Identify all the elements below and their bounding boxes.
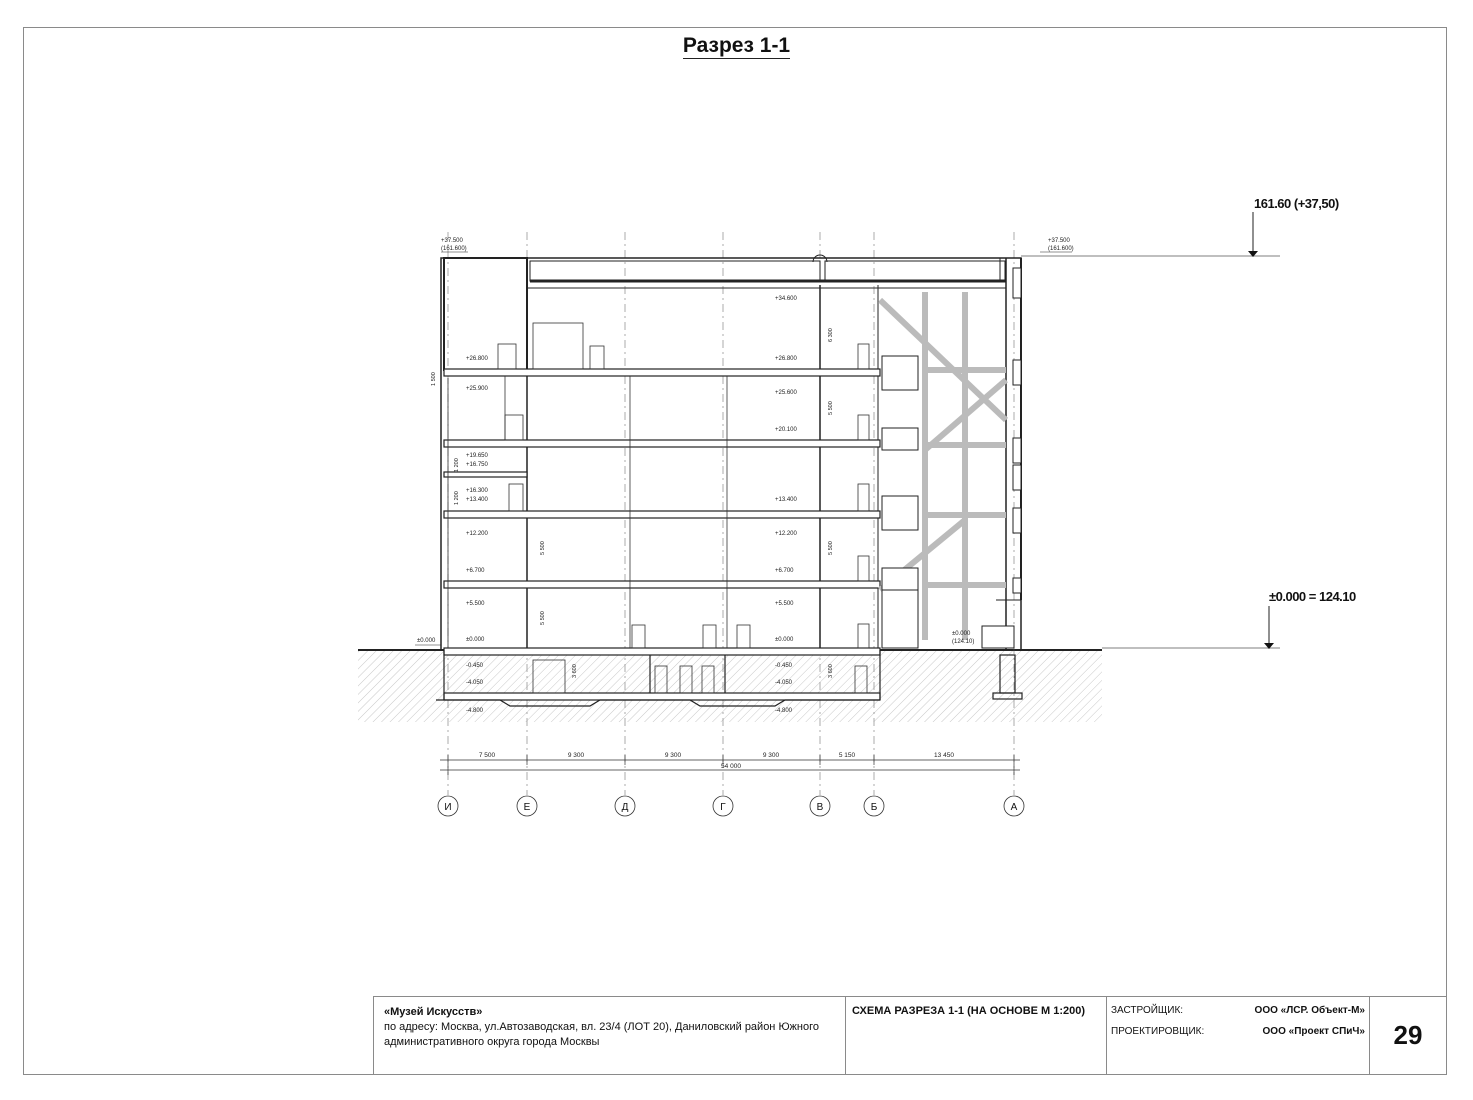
developer-label: ЗАСТРОЙЩИК: — [1111, 1005, 1184, 1016]
svg-text:(161.600): (161.600) — [441, 246, 467, 252]
designer-label: ПРОЕКТИРОВЩИК: — [1111, 1026, 1205, 1037]
svg-text:+37.500: +37.500 — [441, 238, 463, 244]
project-address: по адресу: Москва, ул.Автозаводская, вл. 23/4 (ЛОТ 20), Даниловский район Южного административного округа города Москвы — [384, 1021, 819, 1048]
designer-name: ООО «Проект СПиЧ» — [1262, 1026, 1365, 1037]
total-dimension-label: 54 000 — [721, 763, 741, 770]
vdim-label: 5 500 — [540, 541, 546, 555]
span-label: 13 450 — [934, 752, 954, 759]
title-block — [373, 996, 1447, 1075]
vertical-dimensions — [431, 328, 834, 678]
svg-text:±0.000: ±0.000 — [417, 638, 436, 644]
project-name: «Музей Искусств» — [384, 1006, 483, 1018]
level-mark-left: +5.500 — [466, 601, 485, 607]
level-mark-right: +5.500 — [775, 601, 794, 607]
svg-text:161.60 (+37,50): 161.60 (+37,50) — [1254, 196, 1339, 211]
level-mark-left: +25.900 — [466, 386, 488, 392]
sheet-title: СХЕМА РАЗРЕЗА 1-1 (НА ОСНОВЕ М 1:200) — [846, 997, 1107, 1074]
axis-label: И — [444, 802, 452, 813]
roof — [527, 255, 1006, 288]
vdim-label: 6 300 — [828, 328, 834, 342]
svg-text:±0.000 = 124.10: ±0.000 = 124.10 — [1269, 589, 1356, 604]
level-mark-left: ±0.000 — [466, 637, 485, 643]
vdim-label: 5 500 — [828, 401, 834, 415]
project-info — [374, 997, 846, 1074]
level-mark-right: +12.200 — [775, 531, 797, 537]
axis-label: Б — [870, 802, 878, 813]
axis-label: Е — [523, 802, 531, 813]
level-mark-right: +20.100 — [775, 427, 797, 433]
ground-elevation-left — [415, 638, 441, 645]
level-mark-left: +6.700 — [466, 568, 485, 574]
level-mark-right: -0.450 — [775, 663, 793, 669]
vdim-label: 3 600 — [828, 664, 834, 678]
level-mark-right: +34.600 — [775, 296, 797, 302]
level-mark-right: -4.050 — [775, 680, 793, 686]
dimension-labels — [479, 752, 954, 770]
vdim-label: 5 500 — [828, 541, 834, 555]
level-mark-left: +26.800 — [466, 356, 488, 362]
span-label: 9 300 — [664, 752, 682, 759]
drawing-title: Разрез 1-1 — [682, 34, 791, 57]
span-label: 7 500 — [478, 752, 496, 759]
level-mark-left: +16.750 — [466, 462, 488, 468]
level-mark-left: -4.050 — [466, 680, 484, 686]
level-mark-left: +16.300 — [466, 488, 488, 494]
svg-text:(161.600): (161.600) — [1048, 246, 1074, 252]
page-number: 29 — [1393, 1020, 1423, 1050]
floor-slabs — [444, 369, 880, 700]
building-outline — [441, 258, 1021, 650]
level-mark-left: +12.200 — [466, 531, 488, 537]
level-mark-right: +6.700 — [775, 568, 794, 574]
span-label: 9 300 — [567, 752, 585, 759]
axis-label: Г — [720, 802, 726, 813]
level-mark-right: -4.800 — [775, 708, 793, 714]
svg-text:(124.10): (124.10) — [952, 639, 975, 645]
parties — [1107, 997, 1370, 1074]
interior-elements — [448, 323, 869, 693]
vdim-label: 1 200 — [454, 491, 460, 505]
level-mark-left: -4.800 — [466, 708, 484, 714]
level-mark-right: +25.600 — [775, 390, 797, 396]
svg-text:+37.500: +37.500 — [1048, 238, 1070, 244]
axis-bubbles — [438, 796, 1024, 816]
span-label: 9 300 — [762, 752, 780, 759]
vdim-label: 1 200 — [454, 458, 460, 472]
roof-elevation-right — [1040, 238, 1074, 252]
span-label: 5 150 — [838, 752, 856, 759]
vdim-label: 1 500 — [431, 372, 437, 386]
level-mark-left: +13.400 — [466, 497, 488, 503]
level-mark-right: +26.800 — [775, 356, 797, 362]
elevation-marker-ground — [1102, 589, 1356, 649]
vdim-label: 3 600 — [572, 664, 578, 678]
facade-panels — [996, 268, 1021, 600]
level-mark-right: +13.400 — [775, 497, 797, 503]
developer-name: ООО «ЛСР. Объект-М» — [1254, 1005, 1365, 1016]
stair-units — [882, 356, 1014, 648]
level-mark-right: ±0.000 — [775, 637, 794, 643]
level-mark-left: +19.650 — [466, 453, 488, 459]
vdim-label: 5 500 — [540, 611, 546, 625]
level-mark-left: -0.450 — [466, 663, 484, 669]
svg-text:±0.000: ±0.000 — [952, 631, 971, 637]
axis-label: В — [816, 802, 824, 813]
axis-label: Д — [621, 802, 629, 813]
axis-label: А — [1010, 802, 1018, 813]
roof-elevation-left — [441, 238, 468, 252]
